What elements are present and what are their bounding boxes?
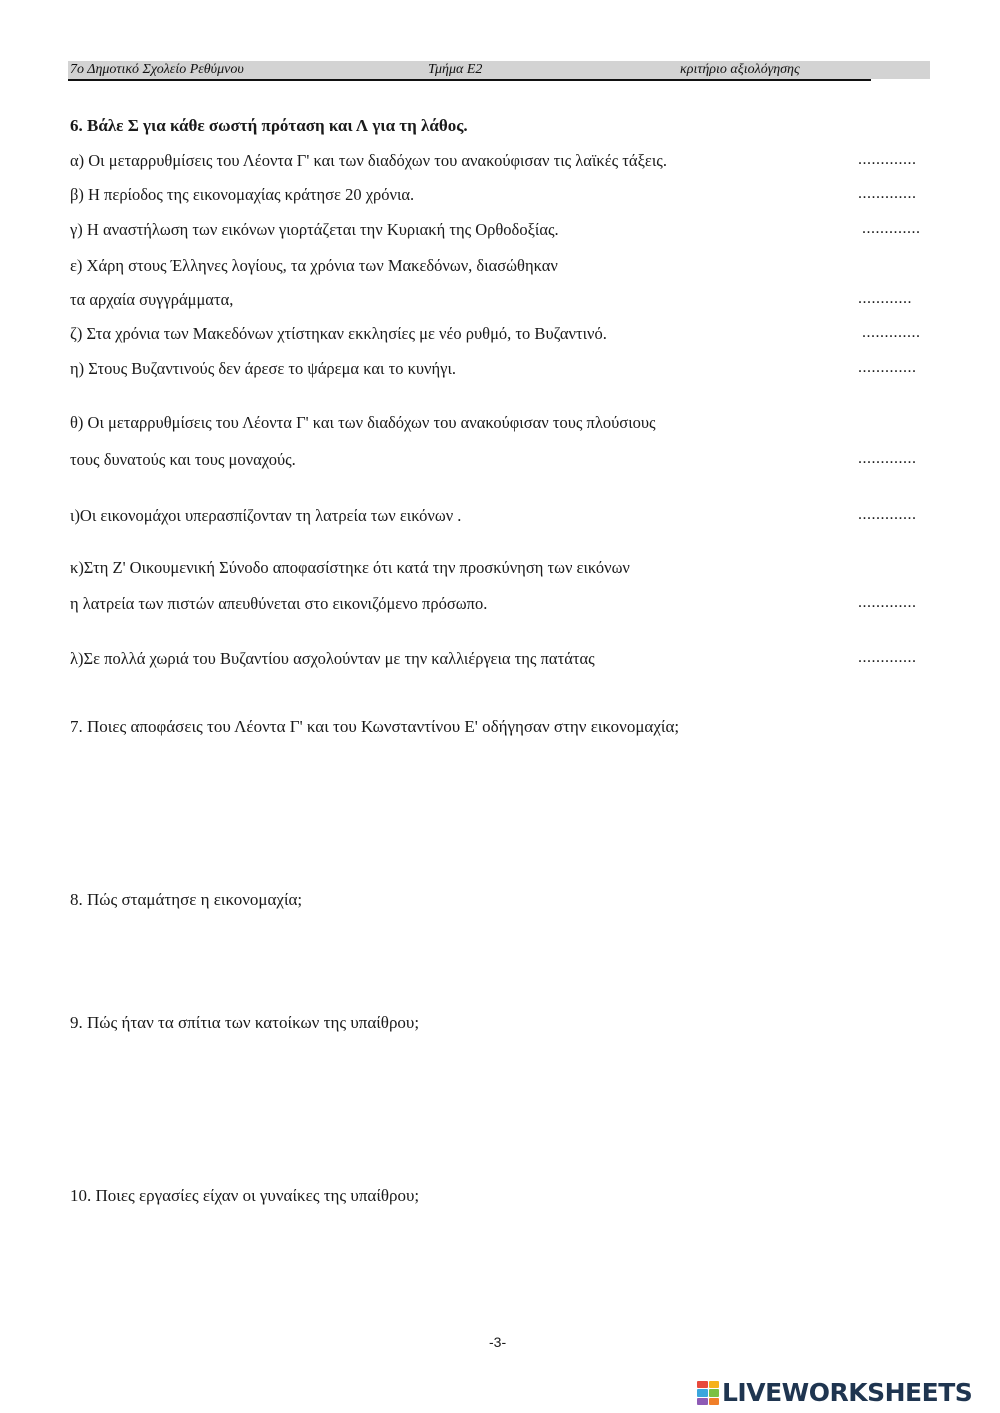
q6-item-a: α) Οι μεταρρυθμίσεις του Λέοντα Γ' και των διαδόχων του ανακούφισαν τις λαϊκές τάξεις. xyxy=(70,151,667,170)
q6-item-th-line1: θ) Οι μεταρρυθμίσεις του Λέοντα Γ' και των διαδόχων του ανακούφισαν τους πλούσιους xyxy=(70,413,656,432)
header-school: 7ο Δημοτικό Σχολείο Ρεθύμνου xyxy=(70,62,244,77)
q6-title: 6. Βάλε Σ για κάθε σωστή πρόταση και Λ για τη λάθος. xyxy=(70,116,468,135)
q6-item-th-line2: τους δυνατούς και τους μοναχούς. xyxy=(70,450,296,469)
q6-answer-blank-k[interactable]: ............. xyxy=(858,594,917,611)
question-9: 9. Πώς ήταν τα σπίτια των κατοίκων της υπαίθρου; xyxy=(70,1013,420,1032)
liveworksheets-logo-icon xyxy=(697,1381,719,1405)
header-rule xyxy=(68,79,871,81)
q6-item-z: ζ) Στα χρόνια των Μακεδόνων χτίστηκαν εκκλησίες με νέο ρυθμό, το Βυζαντινό. xyxy=(70,324,607,343)
header-test-type: κριτήριο αξιολόγησης xyxy=(680,62,800,77)
q6-answer-blank-i[interactable]: ............. xyxy=(858,506,917,523)
q6-answer-blank-h[interactable]: ............. xyxy=(858,359,917,376)
q6-answer-blank-th[interactable]: ............. xyxy=(858,450,917,467)
q6-item-e-line2: τα αρχαία συγγράμματα, xyxy=(70,290,234,309)
q6-item-h: η) Στους Βυζαντινούς δεν άρεσε το ψάρεμα και το κυνήγι. xyxy=(70,359,457,378)
q6-answer-blank-l[interactable]: ............. xyxy=(858,649,917,666)
header-class: Τμήμα Ε2 xyxy=(428,62,483,77)
page-number: -3- xyxy=(489,1334,507,1350)
q6-item-c: γ) Η αναστήλωση των εικόνων γιορτάζεται την Κυριακή της Ορθοδοξίας. xyxy=(70,220,559,239)
q6-answer-blank-b[interactable]: ............. xyxy=(858,185,917,202)
q6-answer-blank-e[interactable]: ............ xyxy=(858,290,912,307)
q6-item-i: ι)Οι εικονομάχοι υπερασπίζονταν τη λατρεία των εικόνων . xyxy=(70,506,462,525)
question-8: 8. Πώς σταμάτησε η εικονομαχία; xyxy=(70,890,303,909)
q6-item-l: λ)Σε πολλά χωριά του Βυζαντίου ασχολούνταν με την καλλιέργεια της πατάτας xyxy=(70,649,595,668)
question-10: 10. Ποιες εργασίες είχαν οι γυναίκες της υπαίθρου; xyxy=(70,1186,420,1205)
liveworksheets-brand: LIVEWORKSHEETS xyxy=(722,1378,973,1407)
q6-item-e-line1: ε) Χάρη στους Έλληνες λογίους, τα χρόνια των Μακεδόνων, διασώθηκαν xyxy=(70,256,558,275)
q6-item-k-line1: κ)Στη Ζ' Οικουμενική Σύνοδο αποφασίστηκε ότι κατά την προσκύνηση των εικόνων xyxy=(70,558,630,577)
q6-answer-blank-c[interactable]: ............. xyxy=(862,220,921,237)
question-7: 7. Ποιες αποφάσεις του Λέοντα Γ' και του Κωνσταντίνου Ε' οδήγησαν στην εικονομαχία; xyxy=(70,717,680,736)
liveworksheets-logo xyxy=(697,1380,972,1406)
q6-item-k-line2: η λατρεία των πιστών απευθύνεται στο εικονιζόμενο πρόσωπο. xyxy=(70,594,488,613)
q6-answer-blank-z[interactable]: ............. xyxy=(862,324,921,341)
q6-item-b: β) Η περίοδος της εικονομαχίας κράτησε 20 χρόνια. xyxy=(70,185,415,204)
q6-answer-blank-a[interactable]: ............. xyxy=(858,151,917,168)
